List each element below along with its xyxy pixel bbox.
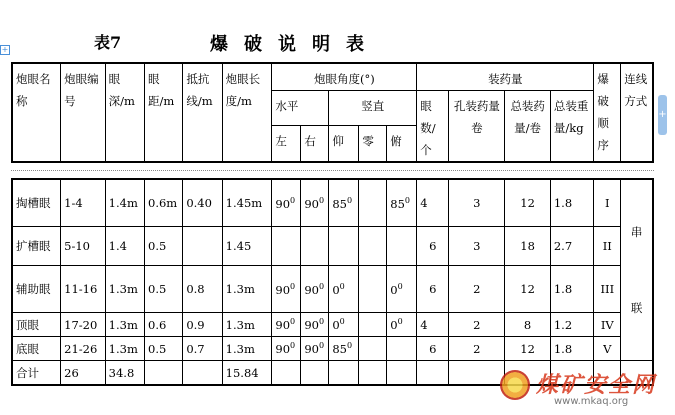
cell-left: $90^0$ xyxy=(272,313,301,337)
header-total-kg: 总装重量/kg xyxy=(550,91,593,163)
degree-superscript: 0 xyxy=(397,281,403,291)
cell-kg: 1.2 xyxy=(550,313,593,337)
cell-kg: 1.8 xyxy=(550,179,593,227)
cell-kg: 1.8 xyxy=(550,337,593,361)
cell-left: $90^0$ xyxy=(272,266,301,313)
cell-holes: 6 xyxy=(417,266,449,313)
header-right: 右 xyxy=(301,126,329,162)
cell-up: $0^0$ xyxy=(329,313,359,337)
cell-resist xyxy=(183,361,222,386)
watermark-logo-icon xyxy=(500,370,530,400)
cell-down: $0^0$ xyxy=(387,266,417,313)
cell-left xyxy=(272,361,301,386)
cell-spacing: 0.6m xyxy=(145,179,183,227)
cell-length: 1.3m xyxy=(222,337,272,361)
cell-down: $85^0$ xyxy=(387,179,417,227)
cell-depth: 1.3m xyxy=(105,313,144,337)
cell-depth: 34.8 xyxy=(105,361,144,386)
degree-superscript: 0 xyxy=(319,317,325,327)
table-resize-handle-icon[interactable]: + xyxy=(658,95,667,135)
degree-superscript: 0 xyxy=(346,341,353,351)
cell-resist xyxy=(183,227,222,266)
cell-rolls: 8 xyxy=(505,313,551,337)
cell-depth: 1.4m xyxy=(105,179,144,227)
cell-order: I xyxy=(594,179,621,227)
table-title xyxy=(0,30,675,55)
degree-superscript: 0 xyxy=(319,341,325,351)
cell-depth: 1.3m xyxy=(105,266,144,313)
header-length: 炮眼长度/m xyxy=(222,63,272,162)
header-holes: 眼数/个 xyxy=(417,91,449,163)
cell-zero xyxy=(359,313,387,337)
cell-rolls: 12 xyxy=(505,179,551,227)
degree-superscript: 0 xyxy=(346,195,353,205)
watermark-url: www.mkaq.org xyxy=(554,396,629,407)
header-hole-no: 炮眼编号 xyxy=(61,63,106,162)
header-depth: 眼深/m xyxy=(105,63,144,162)
cell-name: 扩槽眼 xyxy=(12,227,61,266)
cell-name: 顶眼 xyxy=(12,313,61,337)
cell-no: 21-26 xyxy=(61,337,106,361)
degree-superscript: 0 xyxy=(290,281,296,291)
cell-zero xyxy=(359,266,387,313)
cell-down xyxy=(387,337,417,361)
cell-spacing: 0.5 xyxy=(145,227,183,266)
cell-up: $85^0$ xyxy=(329,179,359,227)
cell-left xyxy=(272,227,301,266)
degree-superscript: 0 xyxy=(339,317,345,327)
cell-rolls: 12 xyxy=(505,337,551,361)
header-resist: 抵抗线/m xyxy=(183,63,222,162)
cell-name: 掏槽眼 xyxy=(12,179,61,227)
cell-up: $85^0$ xyxy=(329,337,359,361)
cell-zero xyxy=(359,337,387,361)
cell-up: $0^0$ xyxy=(329,266,359,313)
header-spacing: 眼距/m xyxy=(145,63,183,162)
cell-conn: 串 联 xyxy=(621,179,653,361)
cell-left: $90^0$ xyxy=(272,179,301,227)
table-row xyxy=(12,337,653,361)
cell-rolls: 18 xyxy=(505,227,551,266)
degree-superscript: 0 xyxy=(319,281,325,291)
header-up: 仰 xyxy=(329,126,359,162)
cell-right: $90^0$ xyxy=(301,337,329,361)
header-order: 爆破顺序 xyxy=(594,63,621,162)
header-conn: 连线方式 xyxy=(621,63,653,162)
header-down: 俯 xyxy=(387,126,417,162)
table-name: 爆破说明表 xyxy=(210,34,380,55)
cell-per: 2 xyxy=(449,266,505,313)
header-per-hole: 孔装药量卷 xyxy=(449,91,505,163)
cell-right xyxy=(301,361,329,386)
cell-spacing: 0.6 xyxy=(145,313,183,337)
cell-per: 2 xyxy=(449,337,505,361)
cell-kg: 2.7 xyxy=(550,227,593,266)
cell-per: 2 xyxy=(449,313,505,337)
header-horizontal: 水平 xyxy=(272,91,329,126)
cell-up xyxy=(329,361,359,386)
cell-no: 11-16 xyxy=(61,266,106,313)
cell-per xyxy=(449,361,505,386)
table-anchor-icon[interactable]: + xyxy=(1,45,9,54)
degree-superscript: 0 xyxy=(404,195,411,205)
cell-depth: 1.4 xyxy=(105,227,144,266)
cell-holes: 6 xyxy=(417,227,449,266)
header-hole-name: 炮眼名称 xyxy=(12,63,61,162)
header-total-rolls: 总装药量/卷 xyxy=(505,91,551,163)
degree-superscript: 0 xyxy=(290,317,296,327)
degree-superscript: 0 xyxy=(339,281,345,291)
cell-kg: 1.8 xyxy=(550,266,593,313)
cell-per: 3 xyxy=(449,179,505,227)
cell-down xyxy=(387,227,417,266)
cell-right: $90^0$ xyxy=(301,266,329,313)
header-left: 左 xyxy=(272,126,301,162)
cell-length: 1.45 xyxy=(222,227,272,266)
degree-superscript: 0 xyxy=(319,195,325,205)
header-angle: 炮眼角度(°) xyxy=(272,63,417,91)
table-split-divider xyxy=(11,170,654,171)
cell-no: 17-20 xyxy=(61,313,106,337)
table-row xyxy=(12,227,653,266)
cell-zero xyxy=(359,361,387,386)
cell-no: 26 xyxy=(61,361,106,386)
cell-right: $90^0$ xyxy=(301,179,329,227)
site-watermark xyxy=(498,368,666,412)
cell-zero xyxy=(359,227,387,266)
cell-length: 1.3m xyxy=(222,266,272,313)
cell-right xyxy=(301,227,329,266)
table-row xyxy=(12,313,653,337)
cell-down: $0^0$ xyxy=(387,313,417,337)
header-vertical: 竖直 xyxy=(329,91,417,126)
cell-per: 3 xyxy=(449,227,505,266)
cell-length: 1.45m xyxy=(222,179,272,227)
cell-no: 1-4 xyxy=(61,179,106,227)
cell-order: V xyxy=(594,337,621,361)
cell-spacing: 0.5 xyxy=(145,266,183,313)
cell-resist: 0.7 xyxy=(183,337,222,361)
table-number: 表7 xyxy=(94,33,122,52)
cell-left: $90^0$ xyxy=(272,337,301,361)
cell-no: 5-10 xyxy=(61,227,106,266)
cell-order: III xyxy=(594,266,621,313)
degree-superscript: 0 xyxy=(290,341,296,351)
header-table xyxy=(11,62,654,163)
table-row xyxy=(12,266,653,313)
cell-zero xyxy=(359,179,387,227)
degree-superscript: 0 xyxy=(397,317,403,327)
table-row xyxy=(12,179,653,227)
cell-name: 辅助眼 xyxy=(12,266,61,313)
cell-name: 底眼 xyxy=(12,337,61,361)
cell-resist: 0.40 xyxy=(183,179,222,227)
cell-holes xyxy=(417,361,449,386)
cell-order: II xyxy=(594,227,621,266)
cell-rolls: 12 xyxy=(505,266,551,313)
cell-up xyxy=(329,227,359,266)
cell-resist: 0.8 xyxy=(183,266,222,313)
cell-holes: 4 xyxy=(417,313,449,337)
degree-superscript: 0 xyxy=(290,195,296,205)
header-charge: 装药量 xyxy=(417,63,594,91)
cell-holes: 4 xyxy=(417,179,449,227)
cell-holes: 6 xyxy=(417,337,449,361)
cell-spacing xyxy=(145,361,183,386)
cell-length: 15.84 xyxy=(222,361,272,386)
cell-order: IV xyxy=(594,313,621,337)
header-zero: 零 xyxy=(359,126,387,162)
cell-name: 合计 xyxy=(12,361,61,386)
cell-depth: 1.3m xyxy=(105,337,144,361)
cell-resist: 0.9 xyxy=(183,313,222,337)
cell-right: $90^0$ xyxy=(301,313,329,337)
watermark-text: 煤矿安全网 xyxy=(536,372,657,398)
data-table xyxy=(11,178,654,386)
cell-spacing: 0.5 xyxy=(145,337,183,361)
cell-length: 1.3m xyxy=(222,313,272,337)
cell-down xyxy=(387,361,417,386)
